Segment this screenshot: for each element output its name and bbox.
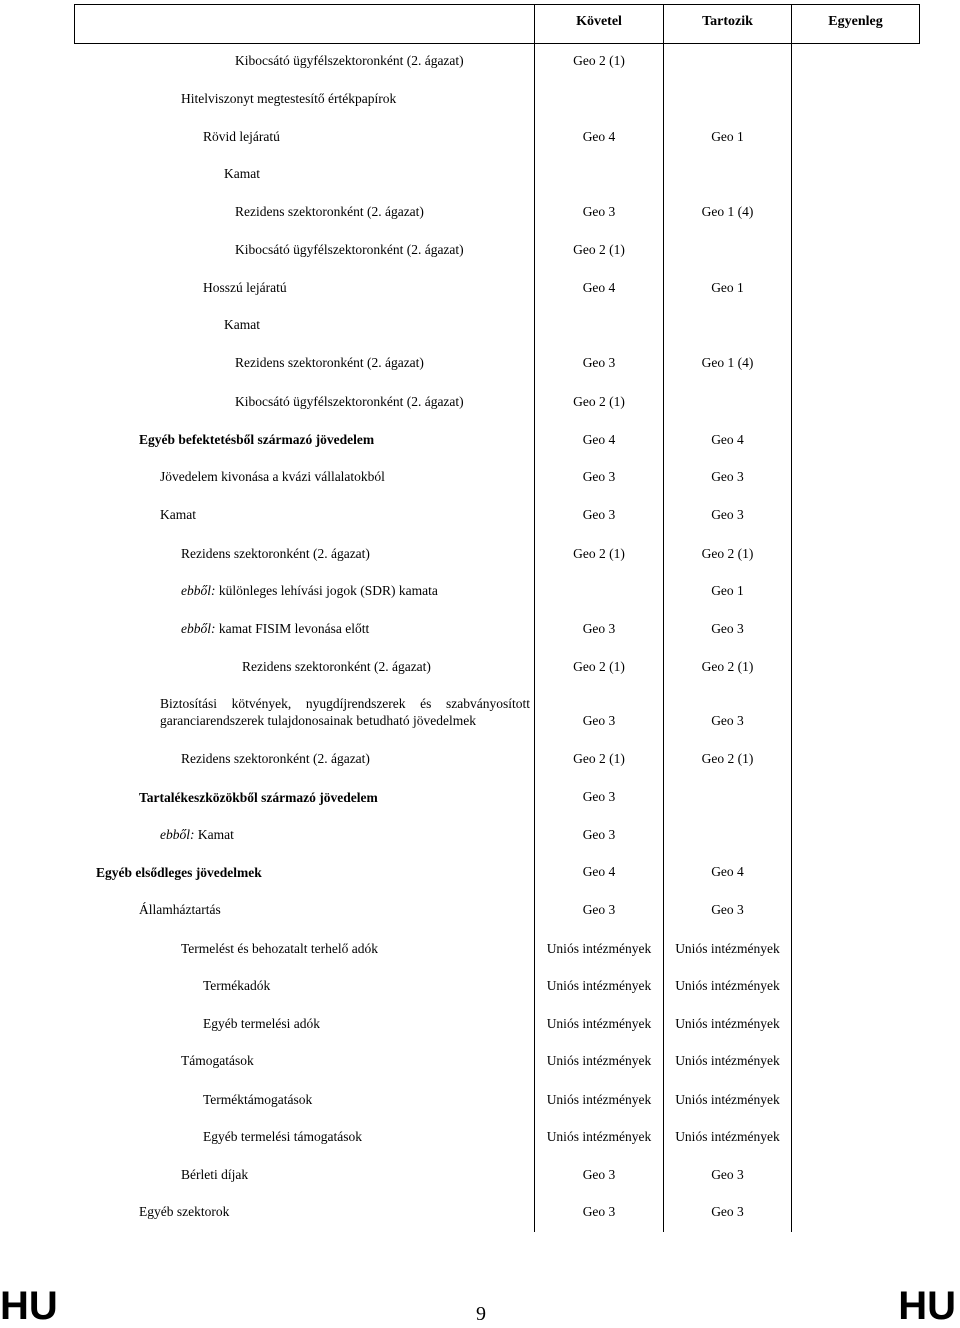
- col-divider-4: [919, 4, 920, 44]
- row-kovetel: Geo 3: [582, 713, 616, 728]
- row-tartozik: Geo 2 (1): [701, 659, 754, 674]
- row-label: Államháztartás: [139, 902, 221, 917]
- footer-language-left: HU: [0, 1284, 58, 1328]
- row-kovetel: Geo 2 (1): [573, 242, 625, 257]
- row-label-line2: garanciarendszerek tulajdonosainak betudható jövedelmek: [160, 713, 476, 728]
- row-kovetel: Geo 2 (1): [573, 751, 625, 766]
- row-label: Biztosítási kötvények, nyugdíjrendszerek és szabványosított: [160, 696, 530, 711]
- footer-language-right: HU: [898, 1284, 956, 1328]
- row-tartozik: Uniós intézmények: [675, 1016, 780, 1031]
- row-label: Termékadók: [203, 978, 271, 993]
- row-tartozik: Geo 2 (1): [701, 751, 754, 766]
- table-left-border: [74, 4, 75, 44]
- row-kovetel: Geo 3: [582, 204, 616, 219]
- header-bottom-border: [74, 43, 920, 44]
- row-label: Bérleti díjak: [181, 1167, 249, 1182]
- row-kovetel: Geo 2 (1): [573, 394, 625, 409]
- row-label: Hitelviszonyt megtestesítő értékpapírok: [181, 91, 397, 106]
- row-label: Kibocsátó ügyfélszektoronként (2. ágazat): [235, 53, 464, 68]
- row-kovetel: Geo 3: [582, 1167, 616, 1182]
- page-number: 9: [476, 1303, 486, 1325]
- row-label: Tartalékeszközökből származó jövedelem: [139, 790, 378, 805]
- row-tartozik: Uniós intézmények: [675, 1092, 780, 1107]
- row-kovetel: Geo 2 (1): [573, 546, 625, 561]
- header-egyenleg: Egyenleg: [828, 14, 883, 29]
- row-kovetel: Uniós intézmények: [546, 1016, 652, 1031]
- row-label: Rezidens szektoronként (2. ágazat): [242, 659, 431, 674]
- row-label: Rövid lejáratú: [203, 129, 280, 144]
- row-kovetel: Geo 4: [582, 432, 616, 447]
- row-tartozik: Geo 1: [711, 583, 744, 598]
- row-kovetel: Geo 3: [582, 789, 616, 804]
- row-label-group: [160, 827, 234, 843]
- row-label: Egyéb szektorok: [139, 1204, 230, 1219]
- row-tartozik: Geo 3: [711, 507, 744, 522]
- row-kovetel: Geo 2 (1): [573, 53, 625, 68]
- row-kovetel: Geo 4: [582, 129, 616, 144]
- row-kovetel: Geo 3: [582, 621, 616, 636]
- row-label: Rezidens szektoronként (2. ágazat): [235, 355, 424, 370]
- row-tartozik: Geo 1 (4): [701, 355, 754, 370]
- row-tartozik: Uniós intézmények: [675, 1129, 780, 1144]
- col-divider-3: [791, 4, 792, 1232]
- row-tartozik: Geo 3: [711, 902, 744, 917]
- row-tartozik: Geo 3: [711, 1204, 744, 1219]
- row-kovetel: Geo 3: [582, 1204, 616, 1219]
- row-kovetel: Uniós intézmények: [546, 1129, 652, 1144]
- header-kovetel: Követel: [576, 14, 622, 29]
- row-label: Egyéb termelési támogatások: [203, 1129, 362, 1144]
- row-kovetel: Uniós intézmények: [546, 978, 652, 993]
- row-label: Támogatások: [181, 1053, 254, 1068]
- row-kovetel: Geo 3: [582, 902, 616, 917]
- row-label: Egyéb termelési adók: [203, 1016, 320, 1031]
- row-kovetel: Geo 3: [582, 827, 616, 842]
- row-kovetel: Uniós intézmények: [546, 1092, 652, 1107]
- row-kovetel: Uniós intézmények: [546, 1053, 652, 1068]
- col-divider-2: [663, 4, 664, 1232]
- row-kovetel: Geo 2 (1): [573, 659, 625, 674]
- row-kovetel: Geo 3: [582, 355, 616, 370]
- row-label: Termelést és behozatalt terhelő adók: [181, 941, 378, 956]
- row-label: Kibocsátó ügyfélszektoronként (2. ágazat): [235, 394, 464, 409]
- row-label: Rezidens szektoronként (2. ágazat): [181, 546, 370, 561]
- row-label: Kamat: [224, 317, 260, 332]
- row-tartozik: Geo 4: [711, 432, 744, 447]
- header-tartozik: Tartozik: [702, 14, 753, 29]
- row-label: Hosszú lejáratú: [203, 280, 287, 295]
- ebbol-prefix: ebből:: [181, 583, 216, 598]
- row-tartozik: Uniós intézmények: [675, 978, 780, 993]
- row-label-group: [181, 621, 369, 637]
- row-tartozik: Geo 3: [711, 621, 744, 636]
- row-tartozik: Geo 2 (1): [701, 546, 754, 561]
- row-tartozik: Uniós intézmények: [675, 941, 780, 956]
- row-label: Egyéb befektetésből származó jövedelem: [139, 432, 375, 447]
- row-tartozik: Geo 3: [711, 1167, 744, 1182]
- row-tartozik: Uniós intézmények: [675, 1053, 780, 1068]
- row-label: Terméktámogatások: [203, 1092, 313, 1107]
- row-label: Kamat: [160, 507, 196, 522]
- row-label: Rezidens szektoronként (2. ágazat): [181, 751, 370, 766]
- row-tartozik: Geo 4: [711, 864, 744, 879]
- col-divider-1: [534, 4, 535, 1232]
- row-label: Egyéb elsődleges jövedelmek: [96, 865, 262, 880]
- row-label: Rezidens szektoronként (2. ágazat): [235, 204, 424, 219]
- row-tartozik: Geo 1: [711, 280, 744, 295]
- row-label-group: [181, 583, 438, 599]
- row-tartozik: Geo 1 (4): [701, 204, 754, 219]
- table-top-border: [74, 4, 920, 5]
- row-kovetel: Geo 3: [582, 469, 616, 484]
- row-label: Kamat: [224, 166, 260, 181]
- row-kovetel: Geo 3: [582, 507, 616, 522]
- row-label: Kamat: [197, 827, 234, 842]
- row-kovetel: Uniós intézmények: [546, 941, 652, 956]
- row-label: különleges lehívási jogok (SDR) kamata: [218, 583, 438, 598]
- ebbol-prefix: ebből:: [160, 827, 195, 842]
- row-tartozik: Geo 3: [711, 469, 744, 484]
- row-kovetel: Geo 4: [582, 864, 616, 879]
- row-label: kamat FISIM levonása előtt: [218, 621, 370, 636]
- row-kovetel: Geo 4: [582, 280, 616, 295]
- row-label: Kibocsátó ügyfélszektoronként (2. ágazat): [235, 242, 464, 257]
- row-tartozik: Geo 1: [711, 129, 744, 144]
- row-label: Jövedelem kivonása a kvázi vállalatokból: [160, 469, 385, 484]
- ebbol-prefix: ebből:: [181, 621, 216, 636]
- row-tartozik: Geo 3: [711, 713, 744, 728]
